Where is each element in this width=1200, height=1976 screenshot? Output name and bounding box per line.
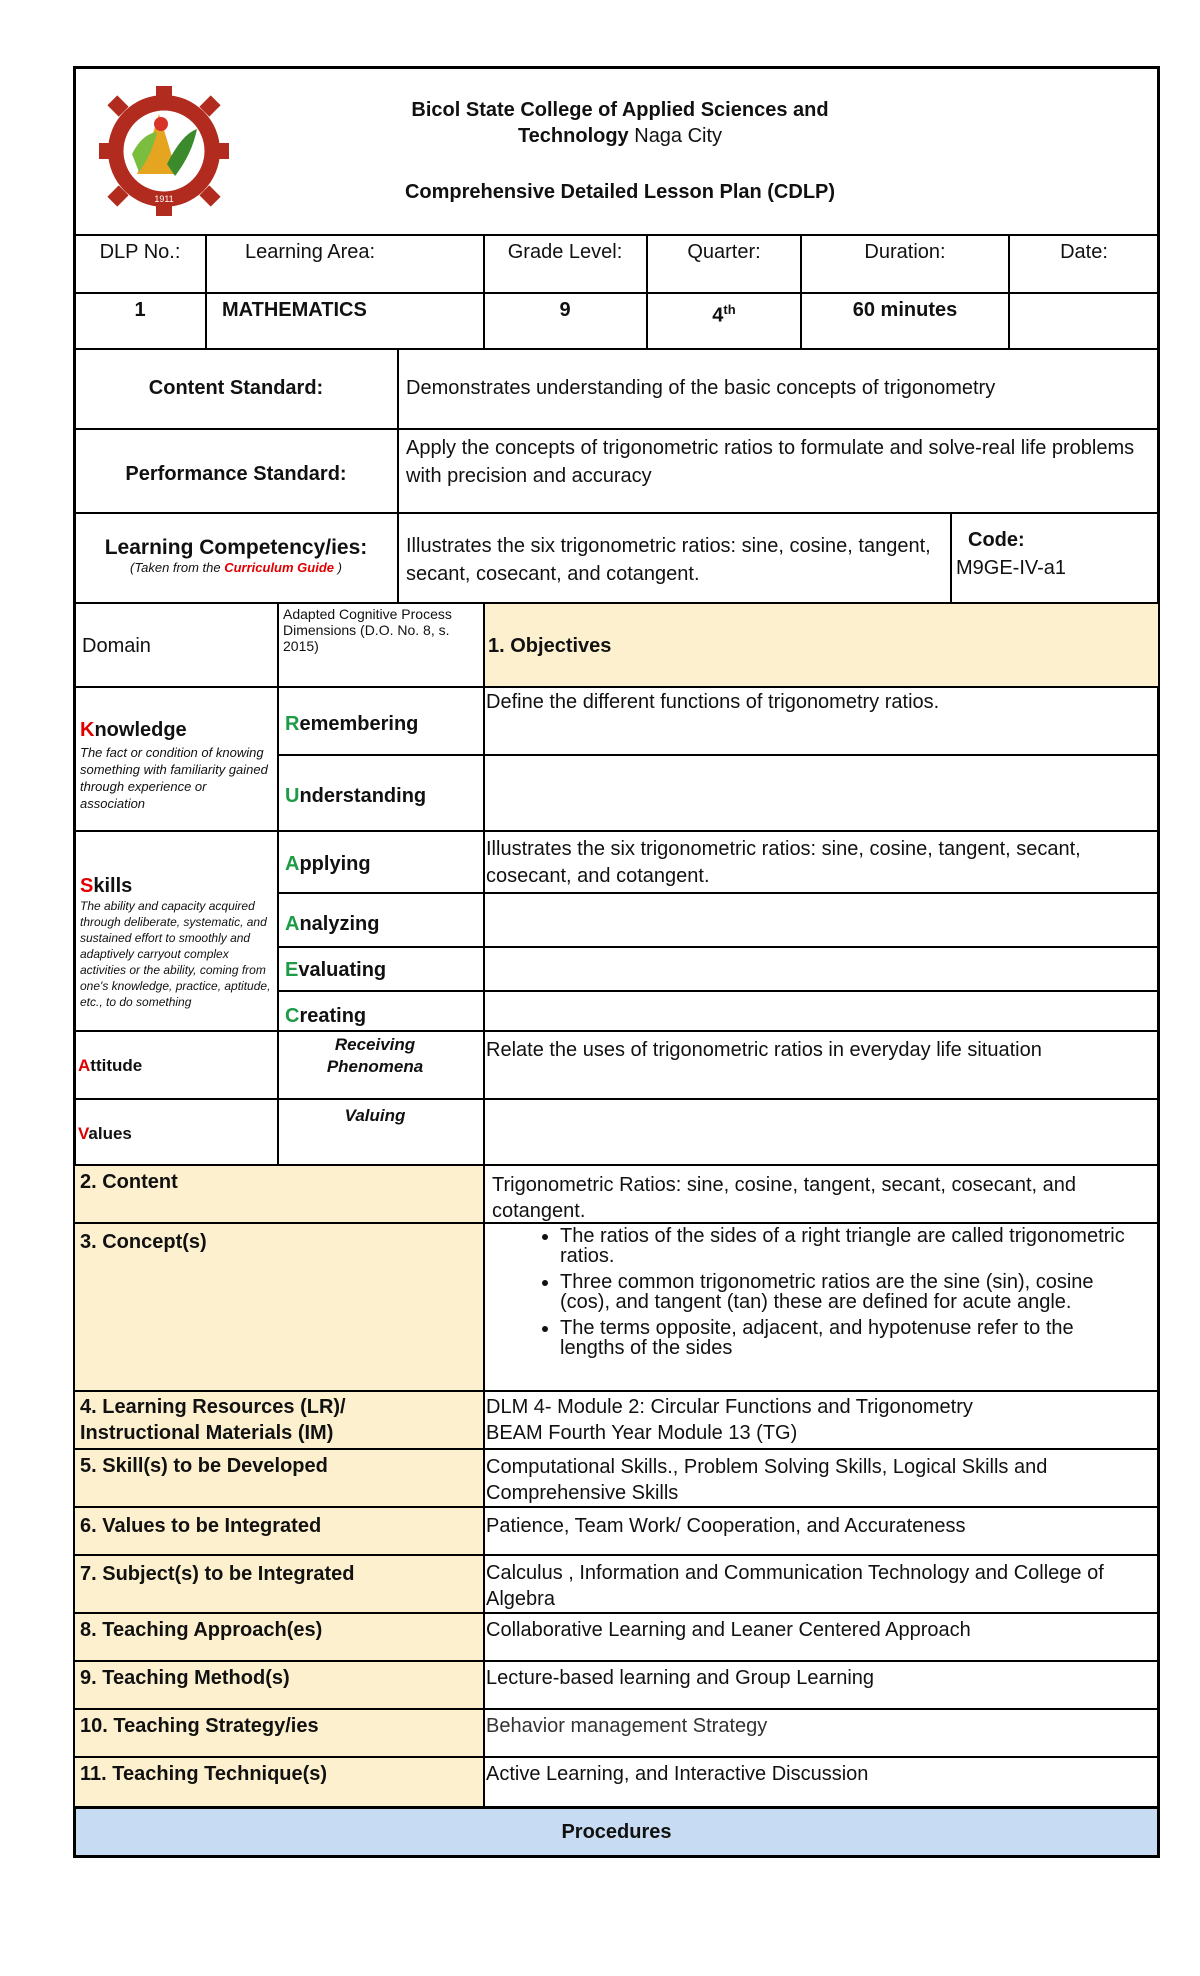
knowledge-description: The fact or condition of knowing something with familiarity gained through experience or association [80,745,268,811]
value-grade-level: 9 [559,299,571,321]
label-grade-level: Grade Level: [507,241,623,263]
label-date: Date: [1060,241,1108,263]
knowledge-initial: K [80,719,95,741]
concept-item: • The ratios of the sides of a right triangle are called trigonometric ratios. [560,1226,1140,1266]
value-quarter [646,298,802,328]
remembering-objective: Define the different functions of trigonometry ratios. [486,691,940,713]
creating-objective-cell [483,990,1160,1032]
subjects-label: 7. Subject(s) to be Integrated [80,1563,355,1585]
lr-label: 4. Learning Resources (LR)/ Instructional Materials (IM) [80,1396,346,1444]
skills-dev-label: 5. Skill(s) to be Developed [80,1455,328,1477]
institution-city: Naga City [628,125,723,147]
value-dlp-no: 1 [134,299,146,321]
technique-value: Active Learning, and Interactive Discussion [486,1763,869,1785]
method-label: 9. Teaching Method(s) [80,1667,290,1689]
valuing-objective-cell [483,1098,1160,1166]
institution-name-technology: Technology [517,125,629,147]
creating-label [285,1004,480,1028]
performance-standard-label: Performance Standard: [125,463,347,485]
skills-initial: S [80,875,94,897]
seal-year: 1911 [154,194,174,204]
creating-initial: C [285,1005,300,1027]
skills-dev-value: Computational Skills., Problem Solving Skills, Logical Skills and Comprehensive Skills [486,1456,1048,1504]
value-learning-area: MATHEMATICS [222,299,367,321]
competency-label: Learning Competency/ies: [104,536,368,559]
values-int-value: Patience, Team Work/ Cooperation, and Accurateness [486,1515,966,1537]
label-duration: Duration: [864,241,946,263]
label-learning-area: Learning Area: [245,241,376,263]
strategy-value: Behavior management Strategy [486,1715,768,1737]
applying-initial: A [285,853,300,875]
values-label [78,1122,273,1146]
concept-item: • Three common trigonometric ratios are the sine (sin), cosine (cos), and tangent (tan) these are defined for acute angle. [560,1272,1140,1312]
label-dlp-no: DLP No.: [99,241,181,263]
attitude-initial: A [78,1056,91,1075]
evaluating-initial: E [285,959,299,981]
header-box [73,66,1160,236]
procedures-label: Procedures [561,1821,672,1843]
concepts-list [520,1226,1140,1364]
applying-label [285,852,480,876]
understanding-label [285,784,480,808]
value-duration: 60 minutes [852,299,958,321]
attitude-rest: ttitude [90,1056,143,1075]
document-title: Comprehensive Detailed Lesson Plan (CDLP) [404,181,836,203]
skills-description: The ability and capacity acquired through deliberate, systematic, and sustained effort to smoothly and adaptively carryout complex activities or the ability, coming from one's knowledge, practice, aptitude, etc., to do something [80,899,271,1009]
values-int-label: 6. Values to be Integrated [80,1515,322,1537]
quarter-number: 4 [712,304,724,327]
content-label: 2. Content [80,1171,178,1193]
applying-objective: Illustrates the six trigonometric ratios: sine, cosine, tangent, secant, cosecant, and cotangent. [486,838,1081,887]
skills-rest: kills [93,875,133,897]
concepts-label: 3. Concept(s) [80,1231,207,1253]
evaluating-label [285,958,480,982]
remembering-label [285,712,480,736]
analyzing-rest: nalyzing [299,913,380,935]
analyzing-label [285,912,480,936]
competency-note [75,560,397,576]
content-standard-label: Content Standard: [148,377,324,399]
lr-value-1: DLM 4- Module 2: Circular Functions and Trigonometry [486,1396,973,1418]
values-rest: alues [88,1124,132,1143]
label-quarter: Quarter: [687,241,761,263]
analyzing-objective-cell [483,892,1160,948]
institution-name-line2 [240,124,1000,148]
domain-label: Domain [82,635,151,657]
evaluating-objective-cell [483,946,1160,992]
skills-label [80,874,275,898]
approach-label: 8. Teaching Approach(es) [80,1619,323,1641]
strategy-label: 10. Teaching Strategy/ies [80,1715,319,1737]
competency-note-pre: (Taken from the [130,560,225,575]
objectives-label: 1. Objectives [488,635,612,657]
attitude-label [78,1054,273,1078]
content-value: Trigonometric Ratios: sine, cosine, tangent, secant, cosecant, and cotangent. [492,1174,1077,1222]
code-label: Code: [968,529,1025,551]
lr-value-2: BEAM Fourth Year Module 13 (TG) [486,1422,798,1444]
remembering-initial: R [285,713,300,735]
knowledge-label [80,718,275,742]
competency-note-post: ) [334,560,342,575]
values-initial: V [78,1124,89,1143]
knowledge-rest: nowledge [94,719,187,741]
approach-value: Collaborative Learning and Leaner Centered Approach [486,1619,971,1641]
creating-rest: reating [299,1005,367,1027]
institution-name-line1: Bicol State College of Applied Sciences and [411,99,829,121]
subjects-value: Calculus , Information and Communication Technology and College of Algebra [486,1562,1104,1610]
competency-value: Illustrates the six trigonometric ratios: sine, cosine, tangent, secant, cosecant, and cotangent. [406,535,931,585]
evaluating-rest: valuating [298,959,387,981]
quarter-suffix: th [723,302,736,317]
understanding-initial: U [285,785,300,807]
understanding-rest: nderstanding [299,785,427,807]
college-seal-icon [97,84,231,218]
applying-rest: pplying [299,853,371,875]
receiving-label: Receiving Phenomena [326,1035,424,1076]
technique-label: 11. Teaching Technique(s) [80,1763,328,1785]
analyzing-initial: A [285,913,300,935]
performance-standard-value: Apply the concepts of trigonometric ratios to formulate and solve-real life problems with precision and accuracy [406,437,1135,487]
content-standard-value: Demonstrates understanding of the basic concepts of trigonometry [406,377,996,399]
concept-item: • The terms opposite, adjacent, and hypotenuse refer to the lengths of the sides [560,1318,1140,1358]
method-value: Lecture-based learning and Group Learning [486,1667,875,1689]
info-divider [73,292,1160,294]
remembering-rest: emembering [299,713,419,735]
understanding-objective-cell [483,754,1160,832]
acpd-label: Adapted Cognitive Process Dimensions (D.O. No. 8, s. 2015) [283,606,452,654]
valuing-label: Valuing [344,1106,406,1125]
receiving-objective: Relate the uses of trigonometric ratios in everyday life situation [486,1039,1042,1061]
competency-note-link: Curriculum Guide [224,560,335,575]
code-value: M9GE-IV-a1 [956,557,1067,579]
